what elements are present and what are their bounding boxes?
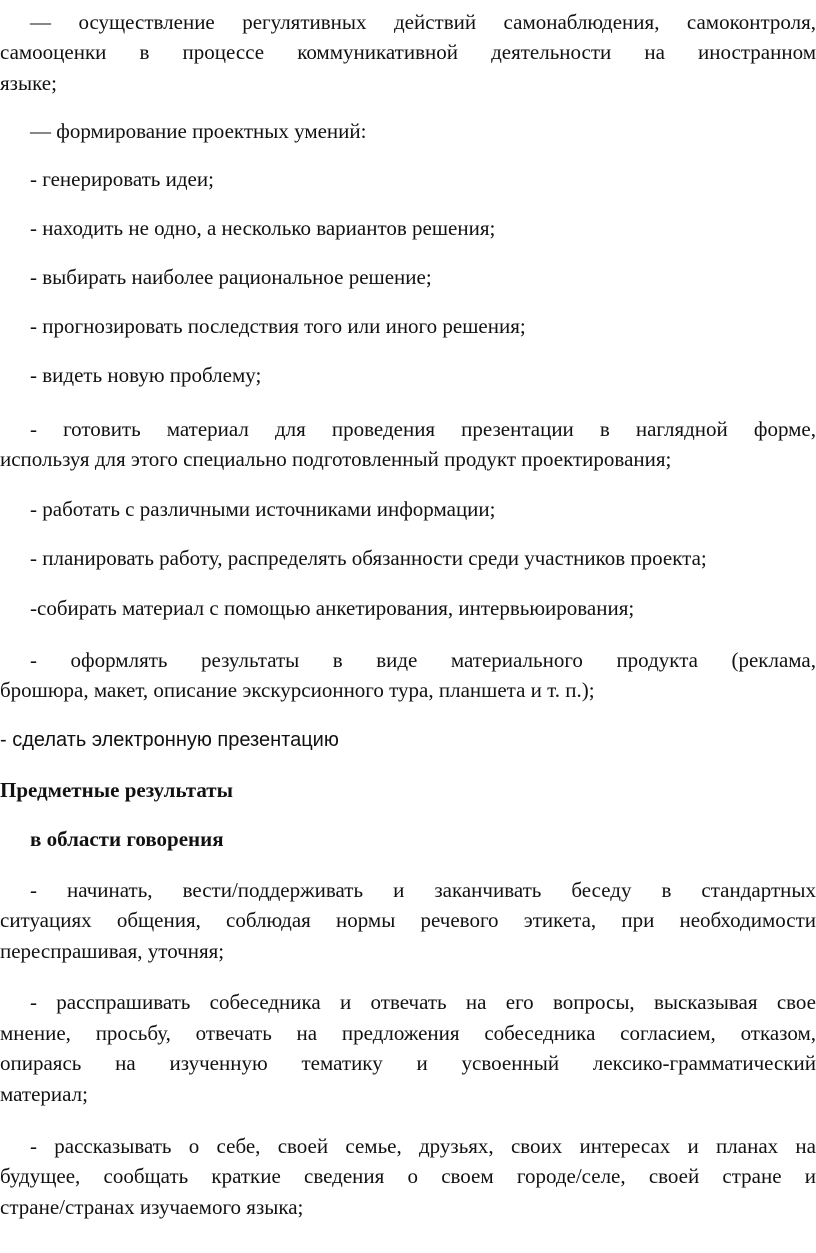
list-item-line: брошюра, макет, описание экскурсионного тура, планшета и т. п.); (0, 678, 595, 702)
section-heading: Предметные результаты (0, 778, 233, 802)
list-item-line: используя для этого специально подготовленный продукт проектирования; (0, 447, 672, 471)
paragraph-line: — осуществление регулятивных действий самонаблюдения, самоконтроля, (30, 10, 816, 34)
list-item-line: опираясь на изученную тематику и усвоенный лексико-грамматический (0, 1051, 816, 1075)
list-item: - находить не одно, а несколько вариантов решения; (30, 216, 496, 240)
list-item: - генерировать идеи; (30, 167, 214, 191)
list-item: - прогнозировать последствия того или иного решения; (30, 314, 526, 338)
list-item-line: переспрашивая, уточняя; (0, 939, 225, 963)
list-item: - работать с различными источниками информации; (30, 497, 496, 521)
list-item-line: - оформлять результаты в виде материального продукта (реклама, (30, 648, 816, 672)
list-item-line: - рассказывать о себе, своей семье, друзьях, своих интересах и планах на (30, 1134, 816, 1158)
list-item: — формирование проектных умений: (30, 119, 367, 143)
subsection-heading: в области говорения (30, 827, 224, 851)
list-item-line: - начинать, вести/поддерживать и заканчивать беседу в стандартных (30, 878, 816, 902)
list-item: - планировать работу, распределять обязанности среди участников проекта; (30, 546, 707, 570)
list-item: -собирать материал с помощью анкетирования, интервьюирования; (30, 596, 635, 620)
list-item-line: материал; (0, 1082, 88, 1106)
list-item-line: - расспрашивать собеседника и отвечать на его вопросы, высказывая свое (30, 990, 816, 1014)
list-item-line: будущее, сообщать краткие сведения о своем городе/селе, своей стране и (0, 1164, 816, 1188)
list-item-line: - готовить материал для проведения презентации в наглядной форме, (30, 417, 816, 441)
list-item-line: ситуациях общения, соблюдая нормы речевого этикета, при необходимости (0, 908, 816, 932)
list-item-line: стране/странах изучаемого языка; (0, 1195, 304, 1219)
paragraph-line: самооценки в процессе коммуникативной деятельности на иностранном (0, 40, 816, 64)
paragraph-line: языке; (0, 71, 57, 95)
list-item: - выбирать наиболее рациональное решение; (30, 265, 432, 289)
list-item-line: мнение, просьбу, отвечать на предложения собеседника согласием, отказом, (0, 1021, 816, 1045)
list-item: - видеть новую проблему; (30, 363, 262, 387)
list-item: - сделать электронную презентацию (0, 729, 339, 751)
